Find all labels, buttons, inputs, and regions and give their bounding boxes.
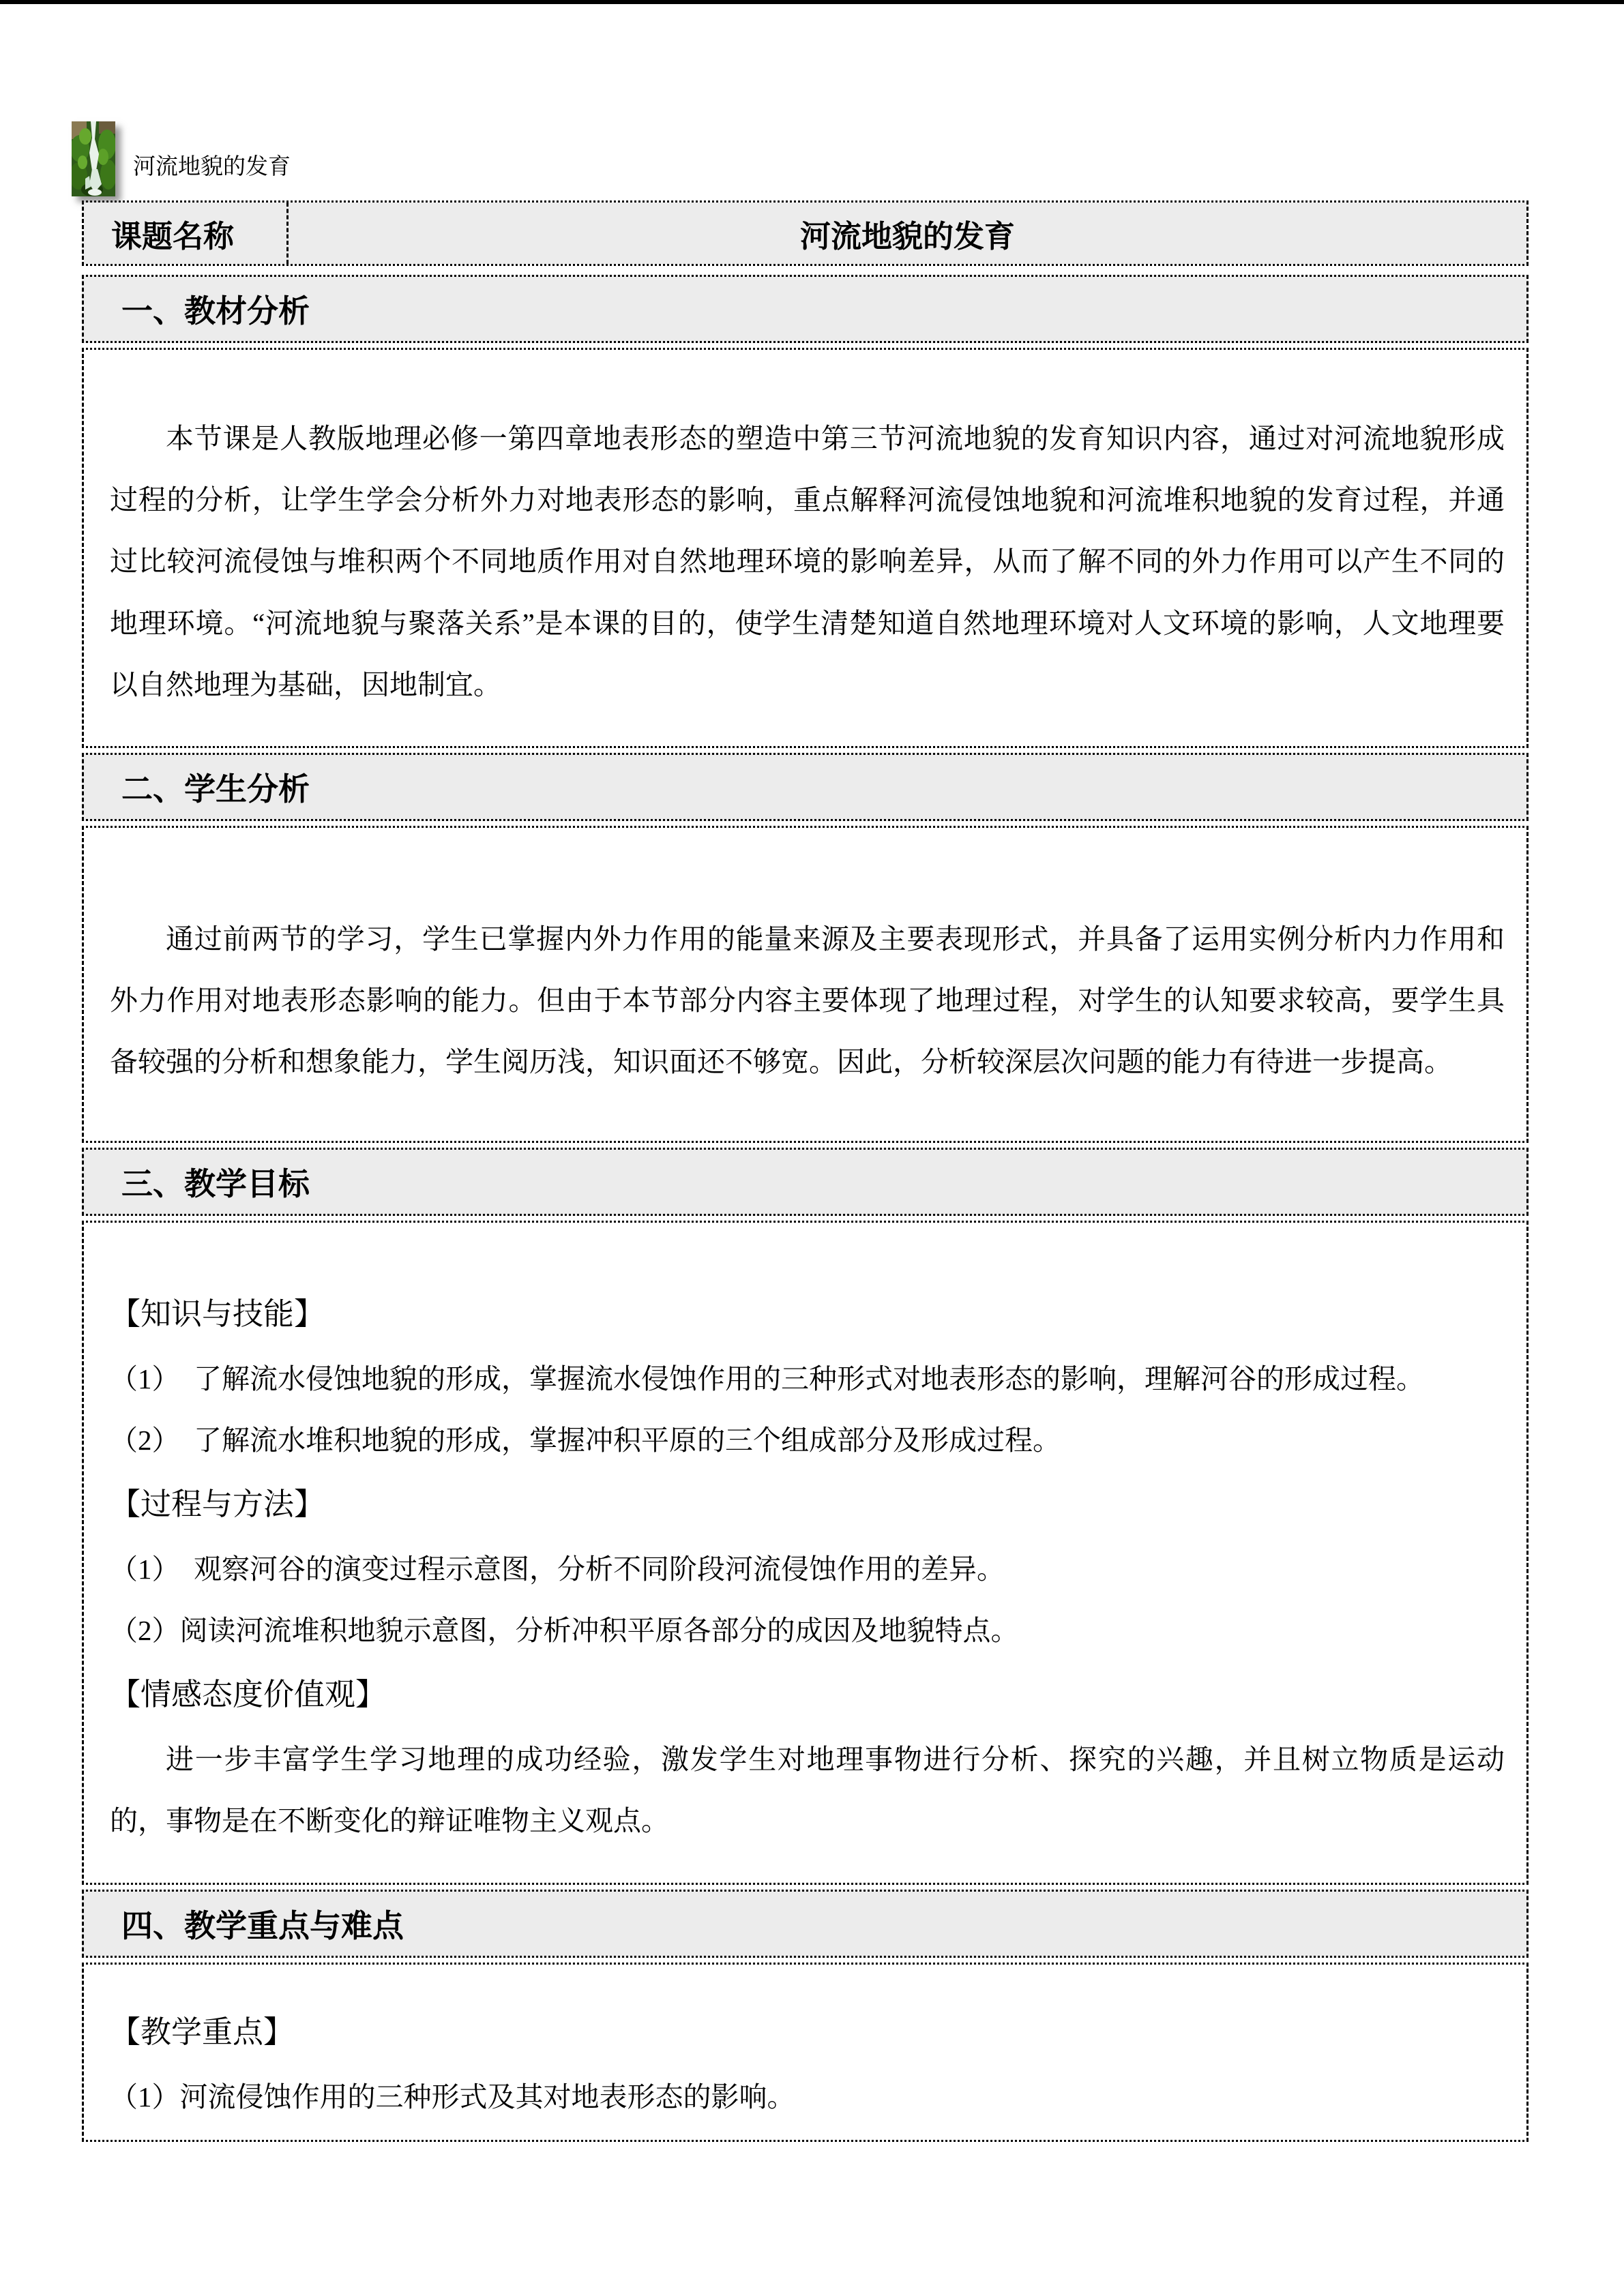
student-analysis-paragraph: 通过前两节的学习，学生已掌握内外力作用的能量来源及主要表现形式，并具备了运用实例分析内力作用和外力作用对地表形态影响的能力。但由于本节部分内容主要体现了地理过程，对学生的认知要求较高，要学生具备较强的分析和想象能力，学生阅历浅，知识面还不够宽。因此，分析较深层次问题的能力有待进一步提高。 xyxy=(110,923,1505,1078)
section-heading-material-analysis: 一、教材分析 xyxy=(82,275,1529,343)
process-methods-item: （1） 观察河谷的演变过程示意图，分析不同阶段河流侵蚀作用的差异。 xyxy=(110,1553,1005,1585)
material-analysis-paragraph: 本节课是人教版地理必修一第四章地表形态的塑造中第三节河流地貌的发育知识内容，通过对河流地貌形成过程的分析，让学生学会分析外力对地表形态的影响，重点解释河流侵蚀地貌和河流堆积地貌的发育过程，并通过比较河流侵蚀与堆积两个不同地质作用对自然地理环境的影响差异，从而了解不同的外力作用可以产生不同的地理环境。“河流地貌与聚落关系”是本课的目的，使学生清楚知道自然地理环境对人文环境的影响，人文地理要以自然地理为基础，因地制宜。 xyxy=(110,423,1505,700)
teaching-key-points-subheading: 【教学重点】 xyxy=(110,2014,295,2049)
waterfall-photo-icon xyxy=(72,121,115,196)
section-heading-key-difficult-points: 四、教学重点与难点 xyxy=(82,1890,1529,1958)
page-top-border xyxy=(0,0,1624,4)
emotional-values-paragraph: 进一步丰富学生学习地理的成功经验，激发学生对地理事物进行分析、探究的兴趣，并且树立物质是运动的，事物是在不断变化的辩证唯物主义观点。 xyxy=(110,1744,1505,1837)
emotional-values-subheading: 【情感态度价值观】 xyxy=(110,1678,387,1712)
process-methods-subheading: 【过程与方法】 xyxy=(110,1487,325,1521)
section-body-teaching-objectives xyxy=(82,1221,1529,1885)
topic-value-cell: 河流地貌的发育 xyxy=(289,203,1526,264)
topic-label-cell: 课题名称 xyxy=(84,203,289,264)
page-title: 河流地貌的发育 xyxy=(133,155,291,179)
section-body-student-analysis xyxy=(82,826,1529,1143)
knowledge-skills-subheading: 【知识与技能】 xyxy=(110,1296,325,1331)
section-body-material-analysis xyxy=(82,348,1529,748)
teaching-key-points-item: （1）河流侵蚀作用的三种形式及其对地表形态的影响。 xyxy=(110,2081,795,2113)
section-heading-student-analysis: 二、学生分析 xyxy=(82,753,1529,821)
section-heading-teaching-objectives: 三、教学目标 xyxy=(82,1148,1529,1216)
knowledge-skills-item: （1） 了解流水侵蚀地貌的形成，掌握流水侵蚀作用的三种形式对地表形态的影响，理解河谷的形成过程。 xyxy=(110,1362,1424,1395)
knowledge-skills-item: （2） 了解流水堆积地貌的形成，掌握冲积平原的三个组成部分及形成过程。 xyxy=(110,1424,1061,1456)
topic-name-row xyxy=(82,200,1529,266)
document-body xyxy=(0,121,1624,2142)
process-methods-item: （2）阅读河流堆积地貌示意图，分析冲积平原各部分的成因及地貌特点。 xyxy=(110,1615,1019,1647)
document-title-block xyxy=(72,121,1529,196)
section-body-key-difficult-points xyxy=(82,1963,1529,2142)
